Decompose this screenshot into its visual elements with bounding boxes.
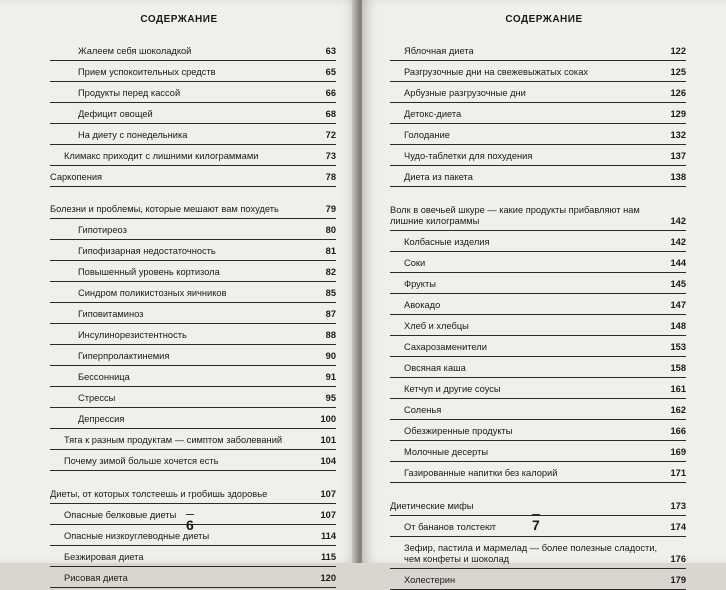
toc-entry [50,483,336,504]
toc-entry [390,124,686,145]
toc-entry [390,495,686,516]
toc-entry [50,387,336,408]
toc-entry-page: 82 [325,267,336,277]
toc-entry-page: 81 [325,246,336,256]
toc-entry-title: На диету с понедельника [78,130,188,140]
toc-entry-page: 95 [325,393,336,403]
toc-entry-page: 72 [325,130,336,140]
toc-entry [390,231,686,252]
toc-entry-title: Чудо-таблетки для похудения [404,151,533,161]
toc-entry-title: Молочные десерты [404,447,489,457]
toc-entry [390,252,686,273]
section-gap [390,483,686,495]
toc-entry-title: Опасные белковые диеты [64,510,177,520]
toc-entry-page: 100 [320,414,336,424]
toc-entry-page: 65 [325,67,336,77]
toc-entry-title: Соленья [404,405,442,415]
toc-entry [50,546,336,567]
toc-entry-page: 137 [670,151,686,161]
toc-entry-page: 66 [325,88,336,98]
toc-entry-title: Прием успокоительных средств [78,67,216,77]
toc-entry [390,537,686,569]
toc-entry-page: 174 [670,522,686,532]
toc-entry-title: Депрессия [78,414,125,424]
toc-entry-title: Стрессы [78,393,116,403]
toc-entry-title: Фрукты [404,279,436,289]
toc-entry-title: Голодание [404,130,450,140]
toc-entry-page: 78 [325,172,336,182]
toc-entry [50,82,336,103]
toc-entry-title: Обезжиренные продукты [404,426,513,436]
page-number-value: 6 [186,517,194,533]
toc-entry [390,61,686,82]
toc-entry [390,399,686,420]
page-number [186,514,194,533]
toc-entry [50,187,336,219]
page-title: СОДЕРЖАНИЕ [505,14,583,25]
toc-entry-page: 88 [325,330,336,340]
toc-entry-title: Сахарозаменители [404,342,487,352]
toc-entry [50,103,336,124]
toc-entry-title: Арбузные разгрузочные дни [404,88,526,98]
toc-entry-title: Бессонница [78,372,130,382]
toc-entry-page: 142 [670,216,686,226]
toc-entry [390,82,686,103]
toc-entry-page: 166 [670,426,686,436]
toc-entry-title: Кетчуп и другие соусы [404,384,501,394]
toc-entry [390,569,686,590]
toc-entry-page: 169 [670,447,686,457]
toc-entry [390,166,686,187]
toc-entry-page: 80 [325,225,336,235]
toc-entry-page: 107 [320,489,336,499]
toc-entry [390,336,686,357]
toc-entry-title: Диеты, от которых толстеешь и гробишь здоровье [50,489,268,499]
toc-entry [50,450,336,471]
page-number-value: 7 [532,517,540,533]
toc-entry-title: Диетические мифы [390,501,474,511]
toc-entry-title: От бананов толстеют [404,522,497,532]
toc-entry-title: Овсяная каша [404,363,466,373]
toc-entry-title: Климакс приходит с лишними килограммами [64,151,259,161]
toc-entry [390,315,686,336]
toc-entry-page: 153 [670,342,686,352]
toc-entry [390,145,686,166]
table-of-contents [390,40,686,590]
toc-entry-title: Синдром поликистозных яичников [78,288,227,298]
toc-entry-title: Зефир, пастила и мармелад — более полезные сладости, чем конфеты и шоколад [404,543,658,564]
toc-entry [50,324,336,345]
toc-entry-page: 171 [670,468,686,478]
toc-entry-title: Рисовая диета [64,573,128,583]
toc-entry [50,408,336,429]
toc-entry-page: 162 [670,405,686,415]
toc-entry [50,219,336,240]
toc-entry-title: Колбасные изделия [404,237,490,247]
toc-entry-title: Почему зимой больше хочется есть [64,456,219,466]
toc-entry-title: Продукты перед кассой [78,88,181,98]
toc-entry-title: Повышенный уровень кортизола [78,267,220,277]
toc-entry-page: 107 [320,510,336,520]
toc-entry-title: Дефицит овощей [78,109,153,119]
toc-entry-page: 122 [670,46,686,56]
toc-entry-title: Авокадо [404,300,441,310]
toc-entry [390,462,686,483]
toc-entry [390,273,686,294]
toc-entry-title: Соки [404,258,426,268]
toc-entry-page: 145 [670,279,686,289]
toc-entry-page: 120 [320,573,336,583]
toc-entry-title: Разгрузочные дни на свежевыжатых соках [404,67,589,77]
toc-entry [390,40,686,61]
toc-entry-title: Холестерин [404,575,456,585]
page-number [532,514,540,533]
toc-entry-page: 132 [670,130,686,140]
toc-entry [390,294,686,315]
toc-entry-title: Гипофизарная недостаточность [78,246,216,256]
page-title: СОДЕРЖАНИЕ [140,14,218,25]
toc-entry-page: 104 [320,456,336,466]
toc-entry [50,40,336,61]
left-page [0,0,358,583]
toc-entry [390,378,686,399]
toc-entry-title: Безжировая диета [64,552,144,562]
toc-entry-title: Болезни и проблемы, которые мешают вам похудеть [50,204,279,214]
toc-entry-page: 142 [670,237,686,247]
toc-entry-page: 173 [670,501,686,511]
right-page [362,0,726,585]
toc-entry [50,282,336,303]
toc-entry [50,145,336,166]
toc-entry-page: 85 [325,288,336,298]
toc-entry-title: Газированные напитки без калорий [404,468,558,478]
toc-entry-title: Яблочная диета [404,46,474,56]
toc-entry-page: 115 [321,552,336,562]
toc-entry [390,441,686,462]
toc-entry [50,366,336,387]
toc-entry-title: Хлеб и хлебцы [404,321,469,331]
toc-entry-title: Инсулинорезистентность [78,330,187,340]
folio-rule [532,514,540,515]
toc-entry-title: Волк в овечьей шкуре — какие продукты прибавляют нам лишние килограммы [390,205,640,226]
toc-entry-title: Саркопения [50,172,103,182]
toc-entry-page: 144 [670,258,686,268]
toc-entry-page: 79 [325,204,336,214]
section-gap [390,187,686,199]
toc-entry [390,199,686,231]
toc-entry-page: 87 [325,309,336,319]
toc-entry-page: 126 [670,88,686,98]
toc-entry [50,429,336,450]
toc-entry-title: Детокс-диета [404,109,462,119]
toc-entry-page: 90 [325,351,336,361]
toc-entry-page: 161 [670,384,686,394]
toc-entry-page: 147 [670,300,686,310]
toc-entry-page: 125 [670,67,686,77]
toc-entry [390,420,686,441]
toc-entry-page: 101 [320,435,336,445]
toc-entry-page: 129 [670,109,686,119]
toc-entry [50,124,336,145]
toc-entry [50,166,336,187]
toc-entry-page: 73 [325,151,336,161]
toc-entry-page: 148 [670,321,686,331]
toc-entry-page: 114 [321,531,336,541]
toc-entry-title: Тяга к разным продуктам — симптом заболеваний [64,435,283,445]
table-of-contents [50,40,336,588]
toc-entry-title: Гиперпролактинемия [78,351,170,361]
toc-entry [50,61,336,82]
toc-entry [390,357,686,378]
toc-entry [50,345,336,366]
toc-entry [50,240,336,261]
toc-entry-title: Опасные низкоуглеводные диеты [64,531,210,541]
toc-entry [390,103,686,124]
toc-entry-page: 158 [670,363,686,373]
toc-entry-page: 138 [670,172,686,182]
toc-entry [50,261,336,282]
toc-entry-title: Гипотиреоз [78,225,127,235]
toc-entry-page: 179 [670,575,686,585]
section-gap [50,471,336,483]
toc-entry-page: 63 [325,46,336,56]
toc-entry [50,303,336,324]
toc-entry-title: Жалеем себя шоколадкой [78,46,192,56]
toc-entry [50,567,336,588]
toc-entry-title: Диета из пакета [404,172,473,182]
folio-rule [186,514,194,515]
toc-entry-page: 91 [325,372,336,382]
toc-entry-title: Гиповитаминоз [78,309,144,319]
toc-entry-page: 176 [670,554,686,564]
toc-entry-page: 68 [325,109,336,119]
